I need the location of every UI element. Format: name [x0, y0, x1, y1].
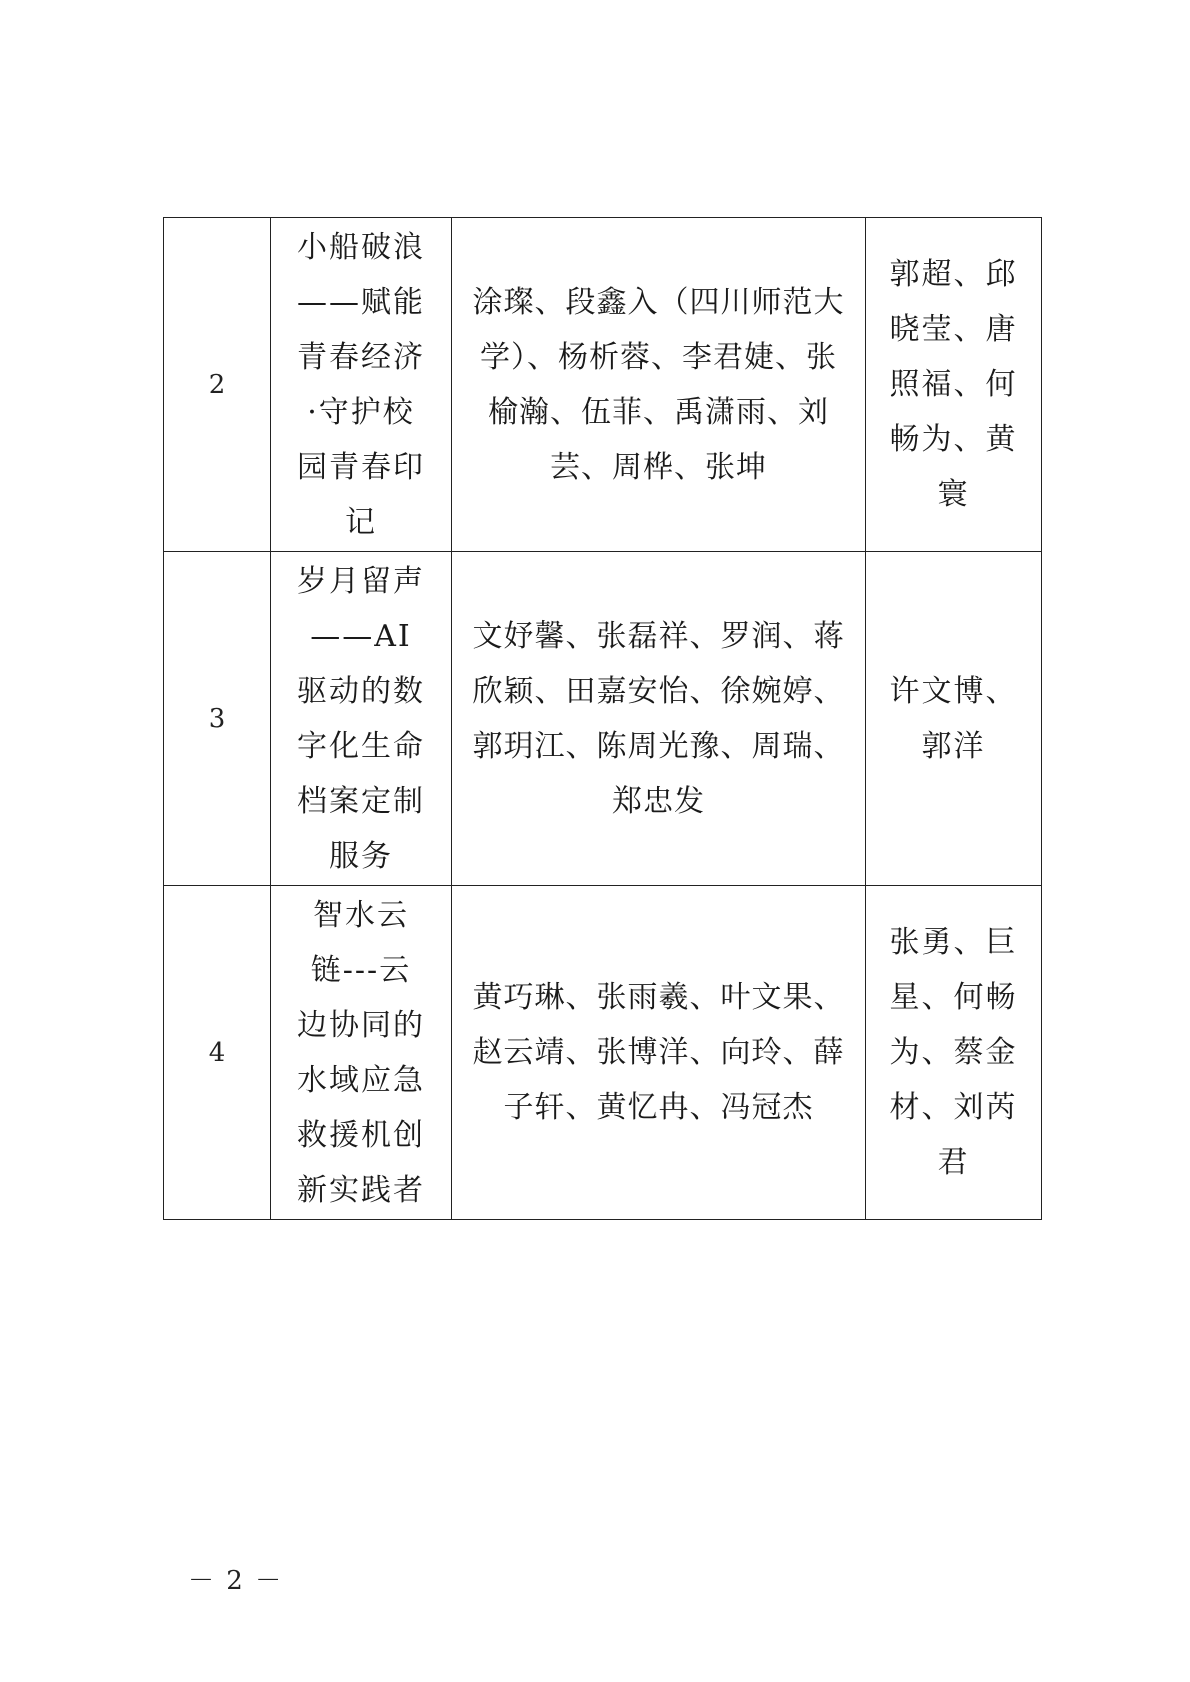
row-number-cell: [164, 886, 271, 1220]
row-number: 3: [208, 703, 226, 734]
project-title: 岁月留声——AI驱动的数字化生命档案定制服务: [297, 563, 425, 874]
members-cell: [452, 886, 866, 1220]
table-row: [164, 886, 1042, 1220]
project-table: [163, 217, 1042, 1220]
project-title: 智水云链---云边协同的水域应急救援机创新实践者: [297, 897, 425, 1208]
row-number: 2: [208, 369, 226, 400]
advisors-cell: [866, 886, 1042, 1220]
project-title-cell: [271, 218, 452, 552]
row-number-cell: [164, 552, 271, 886]
project-title-cell: [271, 886, 452, 1220]
project-title-cell: [271, 552, 452, 886]
page-number: － 2 －: [188, 1566, 284, 1596]
advisors-cell: [866, 552, 1042, 886]
advisors: 许文博、郭洋: [889, 673, 1018, 764]
row-number: 4: [208, 1037, 226, 1068]
row-number-cell: [164, 218, 271, 552]
advisors: 张勇、巨星、何畅为、蔡金材、刘芮君: [889, 925, 1018, 1180]
members-cell: [452, 218, 866, 552]
advisors: 郭超、邱晓莹、唐照福、何畅为、黄寰: [889, 257, 1018, 512]
members-cell: [452, 552, 866, 886]
table-row: [164, 218, 1042, 552]
team-members: 文妤馨、张磊祥、罗润、蒋欣颖、田嘉安怡、徐婉婷、郭玥江、陈周光豫、周瑞、郑忠发: [472, 618, 845, 819]
project-title: 小船破浪——赋能青春经济·守护校园青春印记: [297, 229, 425, 540]
team-members: 涂璨、段鑫入（四川师范大学）、杨析蓉、李君婕、张榆瀚、伍菲、禹潇雨、刘芸、周桦、张坤: [472, 284, 845, 485]
table-row: [164, 552, 1042, 886]
team-members: 黄巧琳、张雨羲、叶文果、赵云靖、张博洋、向玲、薛子轩、黄忆冉、冯冠杰: [472, 980, 845, 1125]
advisors-cell: [866, 218, 1042, 552]
